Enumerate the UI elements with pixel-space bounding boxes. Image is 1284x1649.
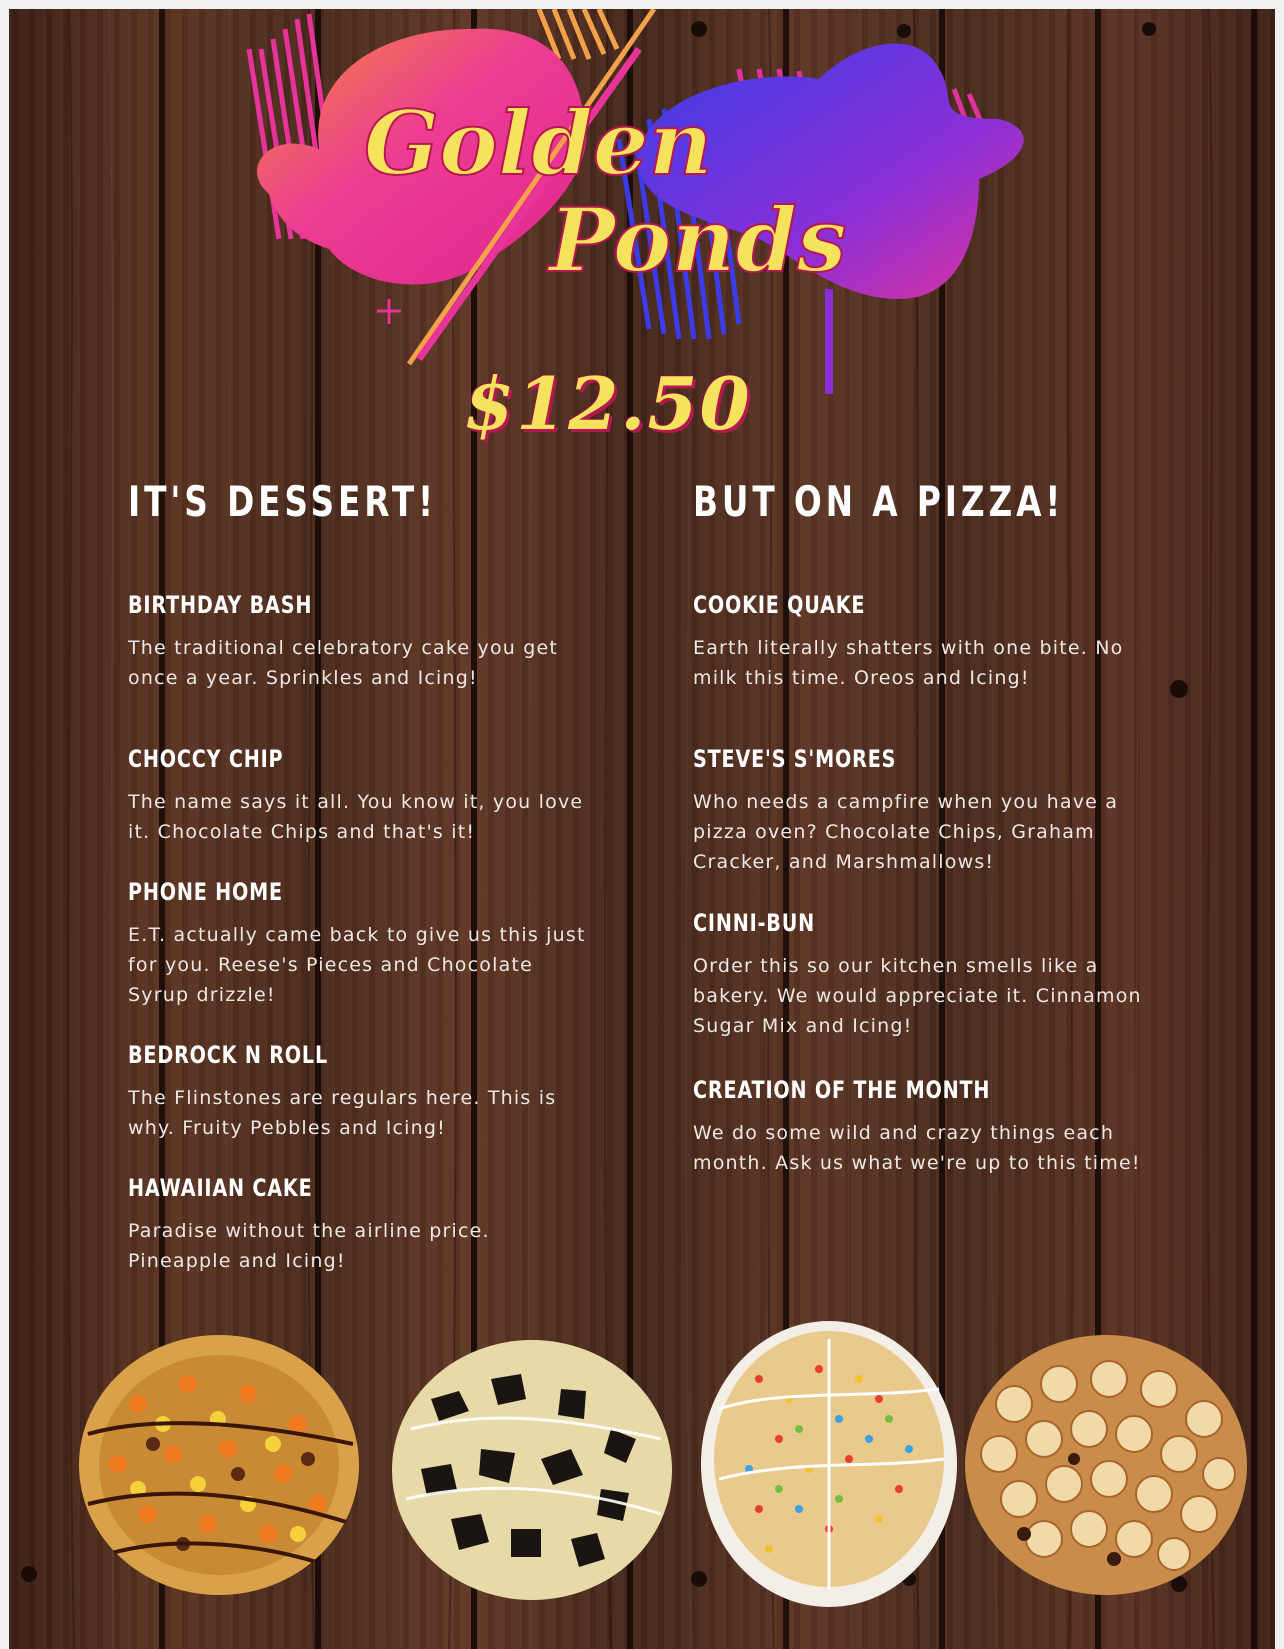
- left-heading: IT'S DESSERT!: [128, 477, 437, 526]
- menu-item: [128, 745, 598, 847]
- menu-item-desc: Who needs a campfire when you have a pizza oven? Chocolate Chips, Graham Cracker, and Marshmallows!: [693, 791, 1119, 873]
- brand-line2: Ponds: [549, 188, 847, 292]
- menu-item-desc: We do some wild and crazy things each month. Ask us what we're up to this time!: [693, 1122, 1141, 1174]
- menu-item-desc: The Flinstones are regulars here. This is why. Fruity Pebbles and Icing!: [128, 1087, 557, 1139]
- menu-item: [693, 909, 1163, 1041]
- brand-line1: Golden: [364, 91, 713, 195]
- menu-item-title: HAWAIIAN CAKE: [128, 1174, 313, 1202]
- menu-item-desc: The traditional celebratory cake you get once a year. Sprinkles and Icing!: [128, 637, 559, 689]
- menu-item: [693, 591, 1163, 693]
- right-heading: BUT ON A PIZZA!: [693, 477, 1065, 526]
- menu-item-title: COOKIE QUAKE: [693, 591, 866, 619]
- oreo-pizza-photo: [391, 1339, 673, 1601]
- menu-item-title: STEVE'S S'MORES: [693, 745, 897, 773]
- menu-item: [693, 745, 1163, 877]
- menu-item-desc: Order this so our kitchen smells like a bakery. We would appreciate it. Cinnamon Sugar Mix and Icing!: [693, 955, 1142, 1037]
- reeses-pieces-pizza-photo: [78, 1334, 360, 1596]
- menu-item: [128, 1174, 598, 1276]
- menu-item-title: BIRTHDAY BASH: [128, 591, 313, 619]
- smores-pizza-photo: [964, 1334, 1249, 1596]
- menu-item-desc: E.T. actually came back to give us this just for you. Reese's Pieces and Chocolate Syrup drizzle!: [128, 924, 586, 1006]
- menu-page: [9, 9, 1275, 1649]
- menu-item-title: PHONE HOME: [128, 878, 283, 906]
- menu-item-title: BEDROCK N ROLL: [128, 1041, 328, 1069]
- menu-item-desc: The name says it all. You know it, you love it. Chocolate Chips and that's it!: [128, 791, 584, 843]
- fruity-pebbles-pizza-photo: [699, 1319, 959, 1609]
- menu-item-desc: Earth literally shatters with one bite. No milk this time. Oreos and Icing!: [693, 637, 1124, 689]
- menu-item: [128, 1041, 598, 1143]
- menu-item-desc: Paradise without the airline price. Pineapple and Icing!: [128, 1220, 490, 1272]
- menu-item-title: CHOCCY CHIP: [128, 745, 284, 773]
- price-label: $12.50: [464, 361, 752, 446]
- menu-item: [693, 1076, 1163, 1178]
- menu-item-title: CREATION OF THE MONTH: [693, 1076, 991, 1104]
- menu-item: [128, 878, 598, 1010]
- menu-item: [128, 591, 598, 693]
- menu-item-title: CINNI-BUN: [693, 909, 815, 937]
